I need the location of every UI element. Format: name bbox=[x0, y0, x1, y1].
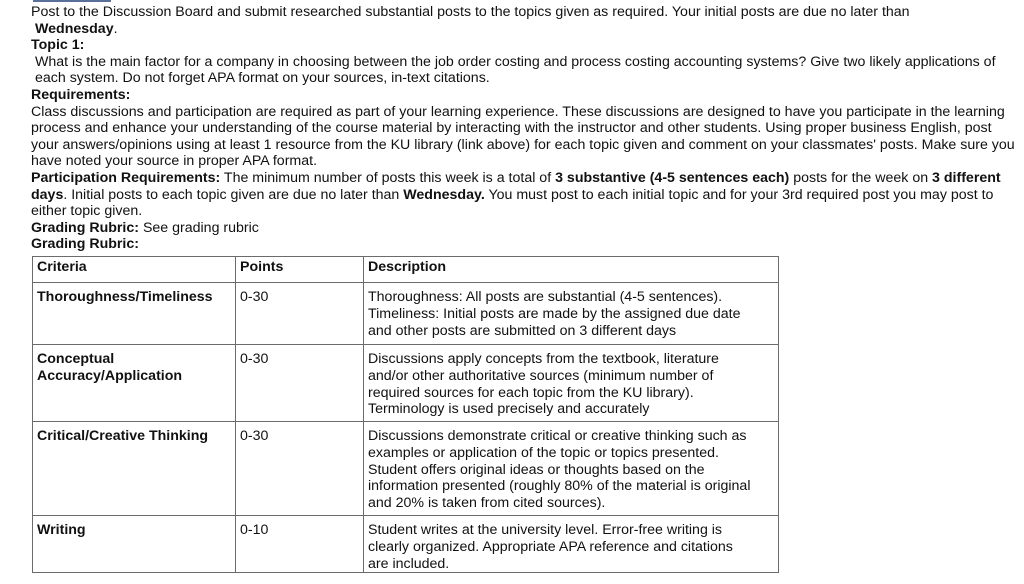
table-header-row bbox=[33, 257, 779, 283]
description-line: examples or application of the topic or topics presented. bbox=[368, 444, 719, 461]
description-cell bbox=[364, 283, 779, 345]
participation-bold-days: 3 different days bbox=[31, 169, 1001, 203]
grading-text: See grading rubric bbox=[139, 219, 259, 236]
participation-text-4: You must post to each initial topic and for your 3rd required post you may post to either topic given. bbox=[31, 186, 994, 220]
grading-line bbox=[31, 220, 1016, 237]
criteria-cell: Writing bbox=[33, 516, 236, 573]
description-line: and 20% is taken from cited sources). bbox=[368, 495, 606, 512]
description-cell bbox=[364, 422, 779, 516]
intro-paragraph bbox=[31, 4, 1016, 37]
criteria-cell: Thoroughness/Timeliness bbox=[33, 283, 236, 345]
participation-text-1: The minimum number of posts this week is a total of bbox=[220, 169, 556, 186]
description-line: clearly organized. Appropriate APA reference and citations bbox=[368, 538, 733, 555]
points-cell: 0-30 bbox=[236, 283, 364, 345]
table-row bbox=[33, 516, 779, 573]
grading-rubric-table bbox=[32, 256, 779, 573]
topic-text: What is the main factor for a company in choosing between the job order costing and process costing accounting systems? Give two likely applications of each system. Do not forget APA format on your sources, in-text citations. bbox=[35, 53, 996, 87]
header-description: Description bbox=[364, 257, 779, 283]
description-line: are included. bbox=[368, 555, 450, 572]
description-line: and/or other authoritative sources (minimum number of bbox=[368, 367, 714, 384]
grading-heading: Grading Rubric: bbox=[31, 236, 139, 253]
description-line: required sources for each topic from the KU library). bbox=[368, 384, 694, 401]
participation-bold-posts: 3 substantive (4-5 sentences each) bbox=[555, 169, 790, 186]
points-cell: 0-30 bbox=[236, 345, 364, 422]
description-line: and other posts are submitted on 3 different days bbox=[368, 322, 677, 339]
header-criteria: Criteria bbox=[33, 257, 236, 283]
participation-paragraph bbox=[31, 170, 1016, 220]
points-cell: 0-30 bbox=[236, 422, 364, 516]
description-line: Discussions demonstrate critical or creative thinking such as bbox=[368, 428, 747, 444]
intro-text: Post to the Discussion Board and submit researched substantial posts to the topics given as required. Your initial posts are due no later than bbox=[31, 4, 910, 20]
description-line: information presented (roughly 80% of the material is original bbox=[368, 478, 751, 495]
participation-text-3: . Initial posts to each topic given are due no later than bbox=[63, 186, 404, 203]
header-points: Points bbox=[236, 257, 364, 283]
intro-due-day: Wednesday bbox=[35, 20, 114, 37]
criteria-cell: Critical/Creative Thinking bbox=[33, 422, 236, 516]
table-row bbox=[33, 283, 779, 345]
description-line: Discussions apply concepts from the textbook, literature bbox=[368, 351, 719, 367]
description-line: Student offers original ideas or thoughts based on the bbox=[368, 461, 705, 478]
participation-label: Participation Requirements: bbox=[31, 169, 221, 186]
points-cell: 0-10 bbox=[236, 516, 364, 573]
description-line: Student writes at the university level. Error-free writing is bbox=[368, 522, 723, 538]
table-row bbox=[33, 345, 779, 422]
description-line: Timeliness: Initial posts are made by the assigned due date bbox=[368, 305, 741, 322]
grading-label: Grading Rubric: bbox=[31, 219, 139, 236]
description-line: Terminology is used precisely and accurately bbox=[368, 401, 650, 418]
requirements-text: Class discussions and participation are required as part of your learning experience. These discussions are designed to have you participate in the learning process and enhance your understanding of the course material by interacting with the instructor and other students. Using proper business English, post your answers/opinions using at least 1 resource from the KU library (link above) for each topic given and comment on your classmates' posts. Make sure you have noted your source in proper APA format. bbox=[31, 103, 1015, 170]
description-line: Thoroughness: All posts are substantial (4-5 sentences). bbox=[368, 289, 723, 305]
table-row bbox=[33, 422, 779, 516]
intro-due-suffix: . bbox=[113, 20, 118, 37]
description-cell bbox=[364, 345, 779, 422]
criteria-cell: Conceptual Accuracy/Application bbox=[33, 345, 236, 422]
assignment-document bbox=[31, 4, 1016, 253]
top-border-line bbox=[33, 0, 111, 2]
topic-heading: Topic 1: bbox=[31, 37, 85, 54]
requirements-heading: Requirements: bbox=[31, 86, 131, 103]
participation-bold-due: Wednesday. bbox=[403, 186, 485, 203]
description-cell bbox=[364, 516, 779, 573]
participation-text-2: posts for the week on bbox=[789, 169, 933, 186]
